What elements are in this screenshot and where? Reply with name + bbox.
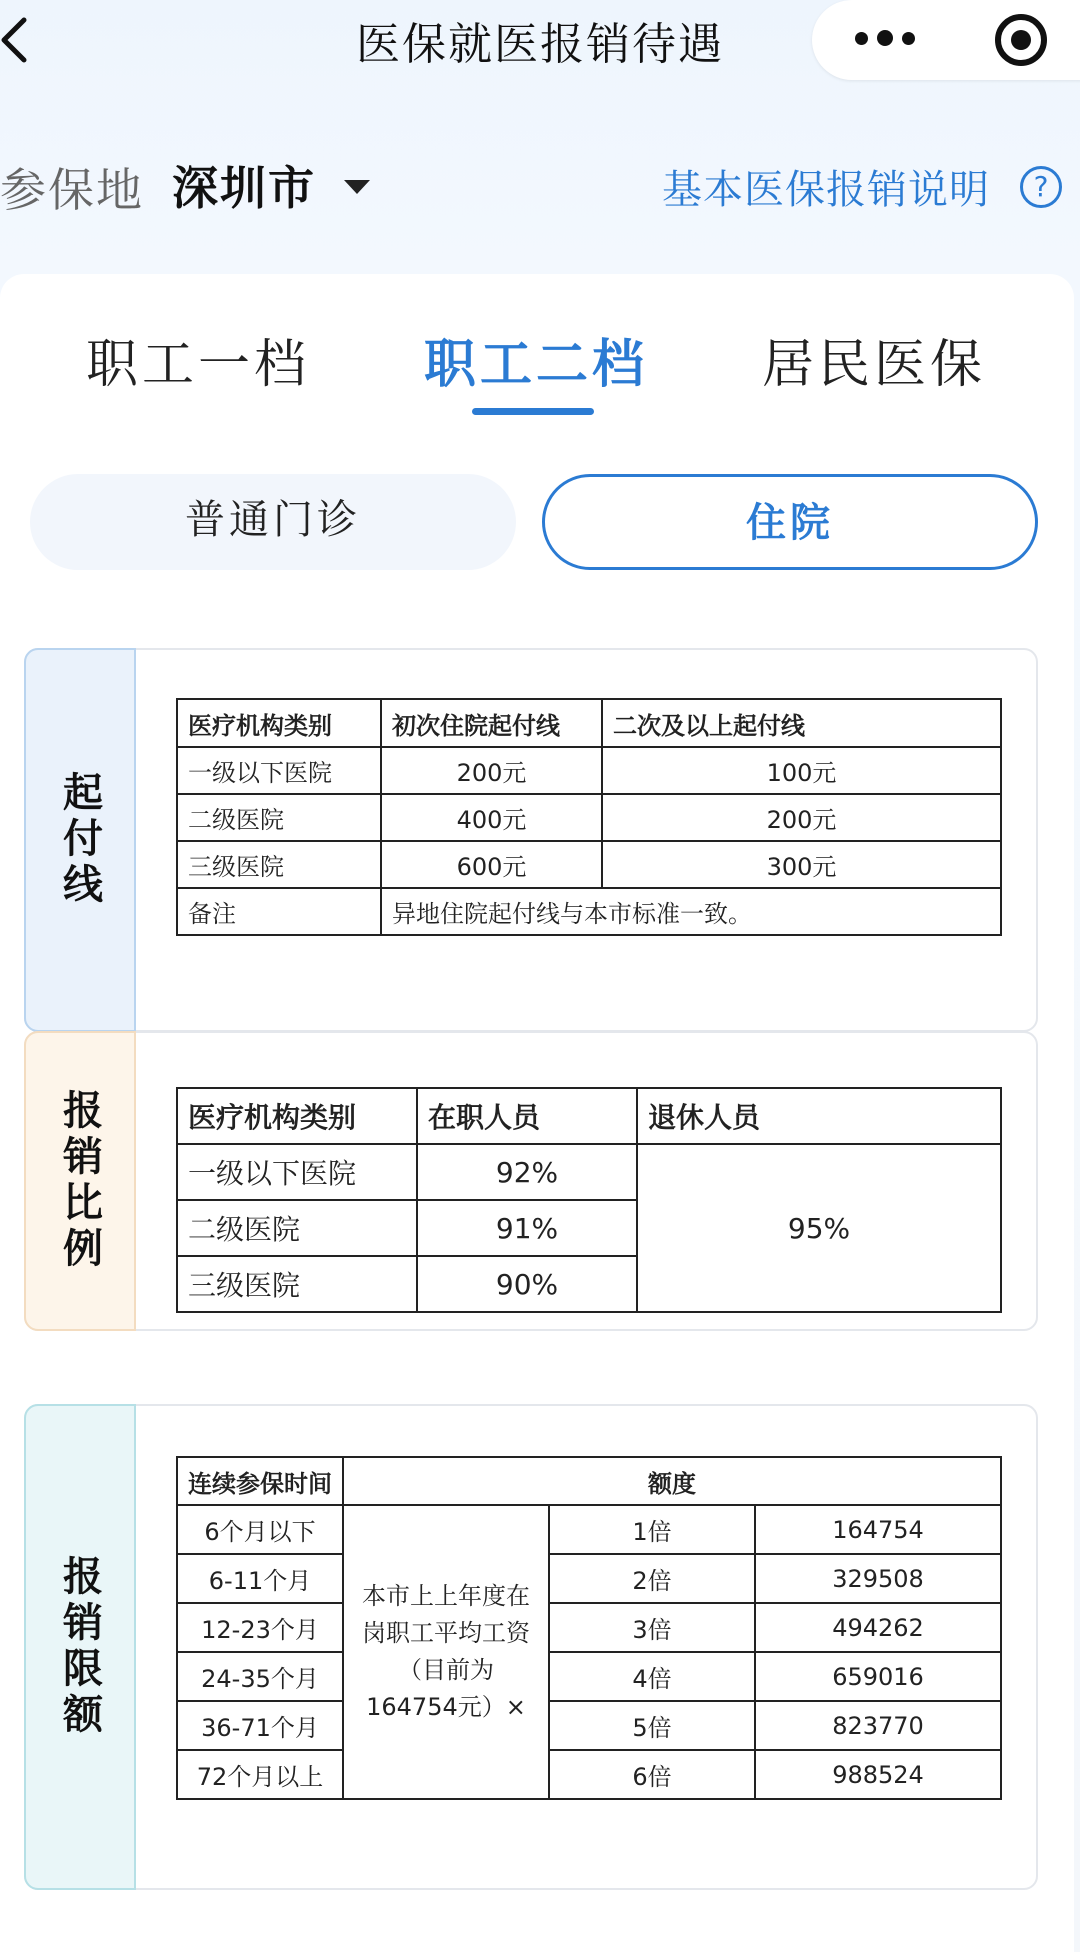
table-cell: 90% (417, 1256, 637, 1312)
table-cell: 600元 (381, 841, 602, 888)
tab-employee-tier1[interactable]: 职工一档 (86, 335, 311, 395)
table-cell: 3倍 (549, 1603, 755, 1652)
table-header: 退休人员 (637, 1088, 1001, 1144)
retired-ratio-cell: 95% (637, 1144, 1001, 1312)
ratio-section (24, 1031, 1038, 1331)
table-header: 医疗机构类别 (177, 699, 381, 747)
table-cell: 659016 (755, 1652, 1001, 1701)
table-cell: 36-71个月 (177, 1701, 343, 1750)
nav-bar (0, 0, 1080, 80)
deductible-title: 起付线 (56, 771, 103, 909)
table-cell: 400元 (381, 794, 602, 841)
table-row (177, 747, 1001, 794)
table-row (177, 888, 1001, 935)
table-cell: 三级医院 (177, 841, 381, 888)
table-cell: 988524 (755, 1750, 1001, 1799)
note-label: 备注 (177, 888, 381, 935)
table-cell: 100元 (602, 747, 1001, 794)
table-cell: 一级以下医院 (177, 747, 381, 794)
tab-resident-insurance[interactable]: 居民医保 (762, 335, 987, 395)
table-cell: 24-35个月 (177, 1652, 343, 1701)
limit-section (24, 1404, 1038, 1890)
section-side-label (24, 1031, 136, 1331)
limit-formula-note: 本市上上年度在岗职工平均工资（目前为164754元）× (343, 1505, 549, 1799)
note-text: 异地住院起付线与本市标准一致。 (381, 888, 1001, 935)
table-header: 连续参保时间 (177, 1457, 343, 1505)
table-header: 在职人员 (417, 1088, 637, 1144)
ratio-title: 报销比例 (56, 1089, 103, 1273)
table-cell: 6倍 (549, 1750, 755, 1799)
table-row (177, 1144, 1001, 1200)
table-row (177, 841, 1001, 888)
table-header: 二次及以上起付线 (602, 699, 1001, 747)
deductible-section (24, 648, 1038, 1032)
table-header: 额度 (343, 1457, 1001, 1505)
deductible-table (176, 698, 1002, 936)
limit-table (176, 1456, 1002, 1800)
table-cell: 一级以下医院 (177, 1144, 417, 1200)
table-cell: 164754 (755, 1505, 1001, 1554)
table-cell: 12-23个月 (177, 1603, 343, 1652)
table-row (177, 1603, 1001, 1652)
tab-employee-tier2[interactable]: 职工二档 (424, 335, 649, 395)
table-cell: 200元 (602, 794, 1001, 841)
segment-inpatient[interactable]: 住院 (542, 474, 1038, 570)
table-cell: 2倍 (549, 1554, 755, 1603)
location-row (0, 150, 1080, 220)
ratio-table (176, 1087, 1002, 1313)
table-row (177, 1505, 1001, 1554)
table-row (177, 1701, 1001, 1750)
table-row (177, 1554, 1001, 1603)
segment-outpatient[interactable]: 普通门诊 (30, 474, 516, 570)
active-tab-indicator (472, 408, 594, 415)
table-row (177, 1750, 1001, 1799)
table-cell: 三级医院 (177, 1256, 417, 1312)
location-label: 参保地 (0, 163, 144, 217)
table-cell: 1倍 (549, 1505, 755, 1554)
table-header-row (177, 1457, 1001, 1505)
table-header-row (177, 1088, 1001, 1144)
table-cell: 329508 (755, 1554, 1001, 1603)
target-circle-icon[interactable] (995, 14, 1047, 66)
city-selector[interactable]: 深圳市 (172, 161, 316, 215)
limit-title: 报销限额 (56, 1555, 103, 1739)
more-dots-icon[interactable] (855, 26, 915, 50)
table-cell: 300元 (602, 841, 1001, 888)
table-cell: 二级医院 (177, 1200, 417, 1256)
table-cell: 92% (417, 1144, 637, 1200)
section-side-label (24, 1404, 136, 1890)
table-cell: 4倍 (549, 1652, 755, 1701)
content-card (0, 274, 1074, 1952)
caret-down-icon[interactable] (344, 180, 370, 194)
table-header-row (177, 699, 1001, 747)
explain-link[interactable]: 基本医保报销说明 (662, 167, 990, 213)
table-cell: 494262 (755, 1603, 1001, 1652)
table-cell: 72个月以上 (177, 1750, 343, 1799)
table-cell: 91% (417, 1200, 637, 1256)
section-side-label (24, 648, 136, 1032)
table-cell: 二级医院 (177, 794, 381, 841)
table-cell: 200元 (381, 747, 602, 794)
page-title: 医保就医报销待遇 (356, 19, 724, 70)
table-cell: 823770 (755, 1701, 1001, 1750)
table-cell: 6个月以下 (177, 1505, 343, 1554)
table-header: 医疗机构类别 (177, 1088, 417, 1144)
table-cell: 5倍 (549, 1701, 755, 1750)
table-row (177, 1652, 1001, 1701)
help-icon[interactable]: ? (1020, 166, 1062, 208)
table-cell: 6-11个月 (177, 1554, 343, 1603)
table-row (177, 794, 1001, 841)
table-header: 初次住院起付线 (381, 699, 602, 747)
